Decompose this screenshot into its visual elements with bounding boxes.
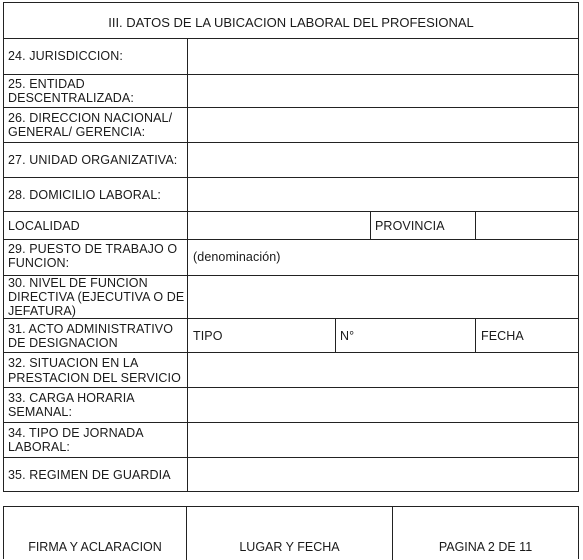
label-numero: N° xyxy=(340,329,355,343)
label-acto-line2: DE DESIGNACION xyxy=(8,336,118,350)
input-nivel-funcion[interactable] xyxy=(188,276,576,318)
input-entidad[interactable] xyxy=(188,75,576,107)
label-direccion-line2: GENERAL/ GERENCIA: xyxy=(8,125,146,139)
hint-denominacion: (denominación) xyxy=(193,250,281,264)
label-provincia: PROVINCIA xyxy=(375,219,445,233)
footer-lugar-cell[interactable] xyxy=(187,507,392,560)
label-localidad: LOCALIDAD xyxy=(8,219,80,233)
footer-page-number: PAGINA 2 DE 11 xyxy=(438,540,533,554)
footer-firma-label: FIRMA Y ACLARACION xyxy=(28,540,162,554)
input-direccion[interactable] xyxy=(188,108,576,142)
label-entidad-line1: 25. ENTIDAD xyxy=(8,77,85,91)
signature-footer xyxy=(3,506,579,559)
input-localidad[interactable] xyxy=(188,212,370,239)
label-situacion-line1: 32. SITUACION EN LA xyxy=(8,356,139,370)
label-entidad-line2: DESCENTRALIZADA: xyxy=(8,91,134,105)
label-nivel-line1: 30. NIVEL DE FUNCION xyxy=(8,276,148,290)
input-fecha[interactable] xyxy=(476,319,576,352)
input-tipo[interactable] xyxy=(188,319,335,352)
work-location-form xyxy=(3,2,579,492)
column-divider xyxy=(370,211,371,239)
label-carga-line1: 33. CARGA HORARIA xyxy=(8,391,135,405)
input-unidad-organizativa[interactable] xyxy=(188,143,576,177)
label-nivel-line3: JEFATURA) xyxy=(8,304,77,318)
label-acto-line1: 31. ACTO ADMINISTRATIVO xyxy=(8,322,174,336)
input-provincia[interactable] xyxy=(476,212,576,239)
footer-pagina-cell xyxy=(393,507,578,560)
footer-firma-cell[interactable] xyxy=(4,507,186,560)
label-jornada-line2: LABORAL: xyxy=(8,440,70,454)
input-numero[interactable] xyxy=(336,319,475,352)
label-puesto-line2: FUNCION: xyxy=(8,256,70,270)
label-tipo: TIPO xyxy=(193,329,223,343)
input-situacion[interactable] xyxy=(188,353,576,387)
input-carga-horaria[interactable] xyxy=(188,388,576,422)
label-carga-line2: SEMANAL: xyxy=(8,405,73,419)
label-puesto-line1: 29. PUESTO DE TRABAJO O xyxy=(8,242,178,256)
label-domicilio-laboral: 28. DOMICILIO LABORAL: xyxy=(8,188,161,202)
footer-lugar-label: LUGAR Y FECHA xyxy=(239,540,340,554)
section-title: III. DATOS DE LA UBICACION LABORAL DEL PROFESIONAL xyxy=(108,15,474,30)
label-unidad-organizativa: 27. UNIDAD ORGANIZATIVA: xyxy=(8,153,178,167)
label-jornada-line1: 34. TIPO DE JORNADA xyxy=(8,426,144,440)
input-regimen-guardia[interactable] xyxy=(188,458,576,491)
input-puesto[interactable] xyxy=(188,240,576,275)
input-domicilio-laboral[interactable] xyxy=(188,178,576,211)
label-fecha: FECHA xyxy=(481,329,524,343)
label-nivel-line2: DIRECTIVA (EJECUTIVA O DE xyxy=(8,290,185,304)
input-jurisdiccion[interactable] xyxy=(188,39,576,74)
label-direccion-line1: 26. DIRECCION NACIONAL/ xyxy=(8,111,173,125)
label-regimen-guardia: 35. REGIMEN DE GUARDIA xyxy=(8,468,171,482)
input-tipo-jornada[interactable] xyxy=(188,423,576,457)
label-jurisdiccion: 24. JURISDICCION: xyxy=(8,49,123,63)
label-situacion-line2: PRESTACION DEL SERVICIO xyxy=(8,371,181,385)
